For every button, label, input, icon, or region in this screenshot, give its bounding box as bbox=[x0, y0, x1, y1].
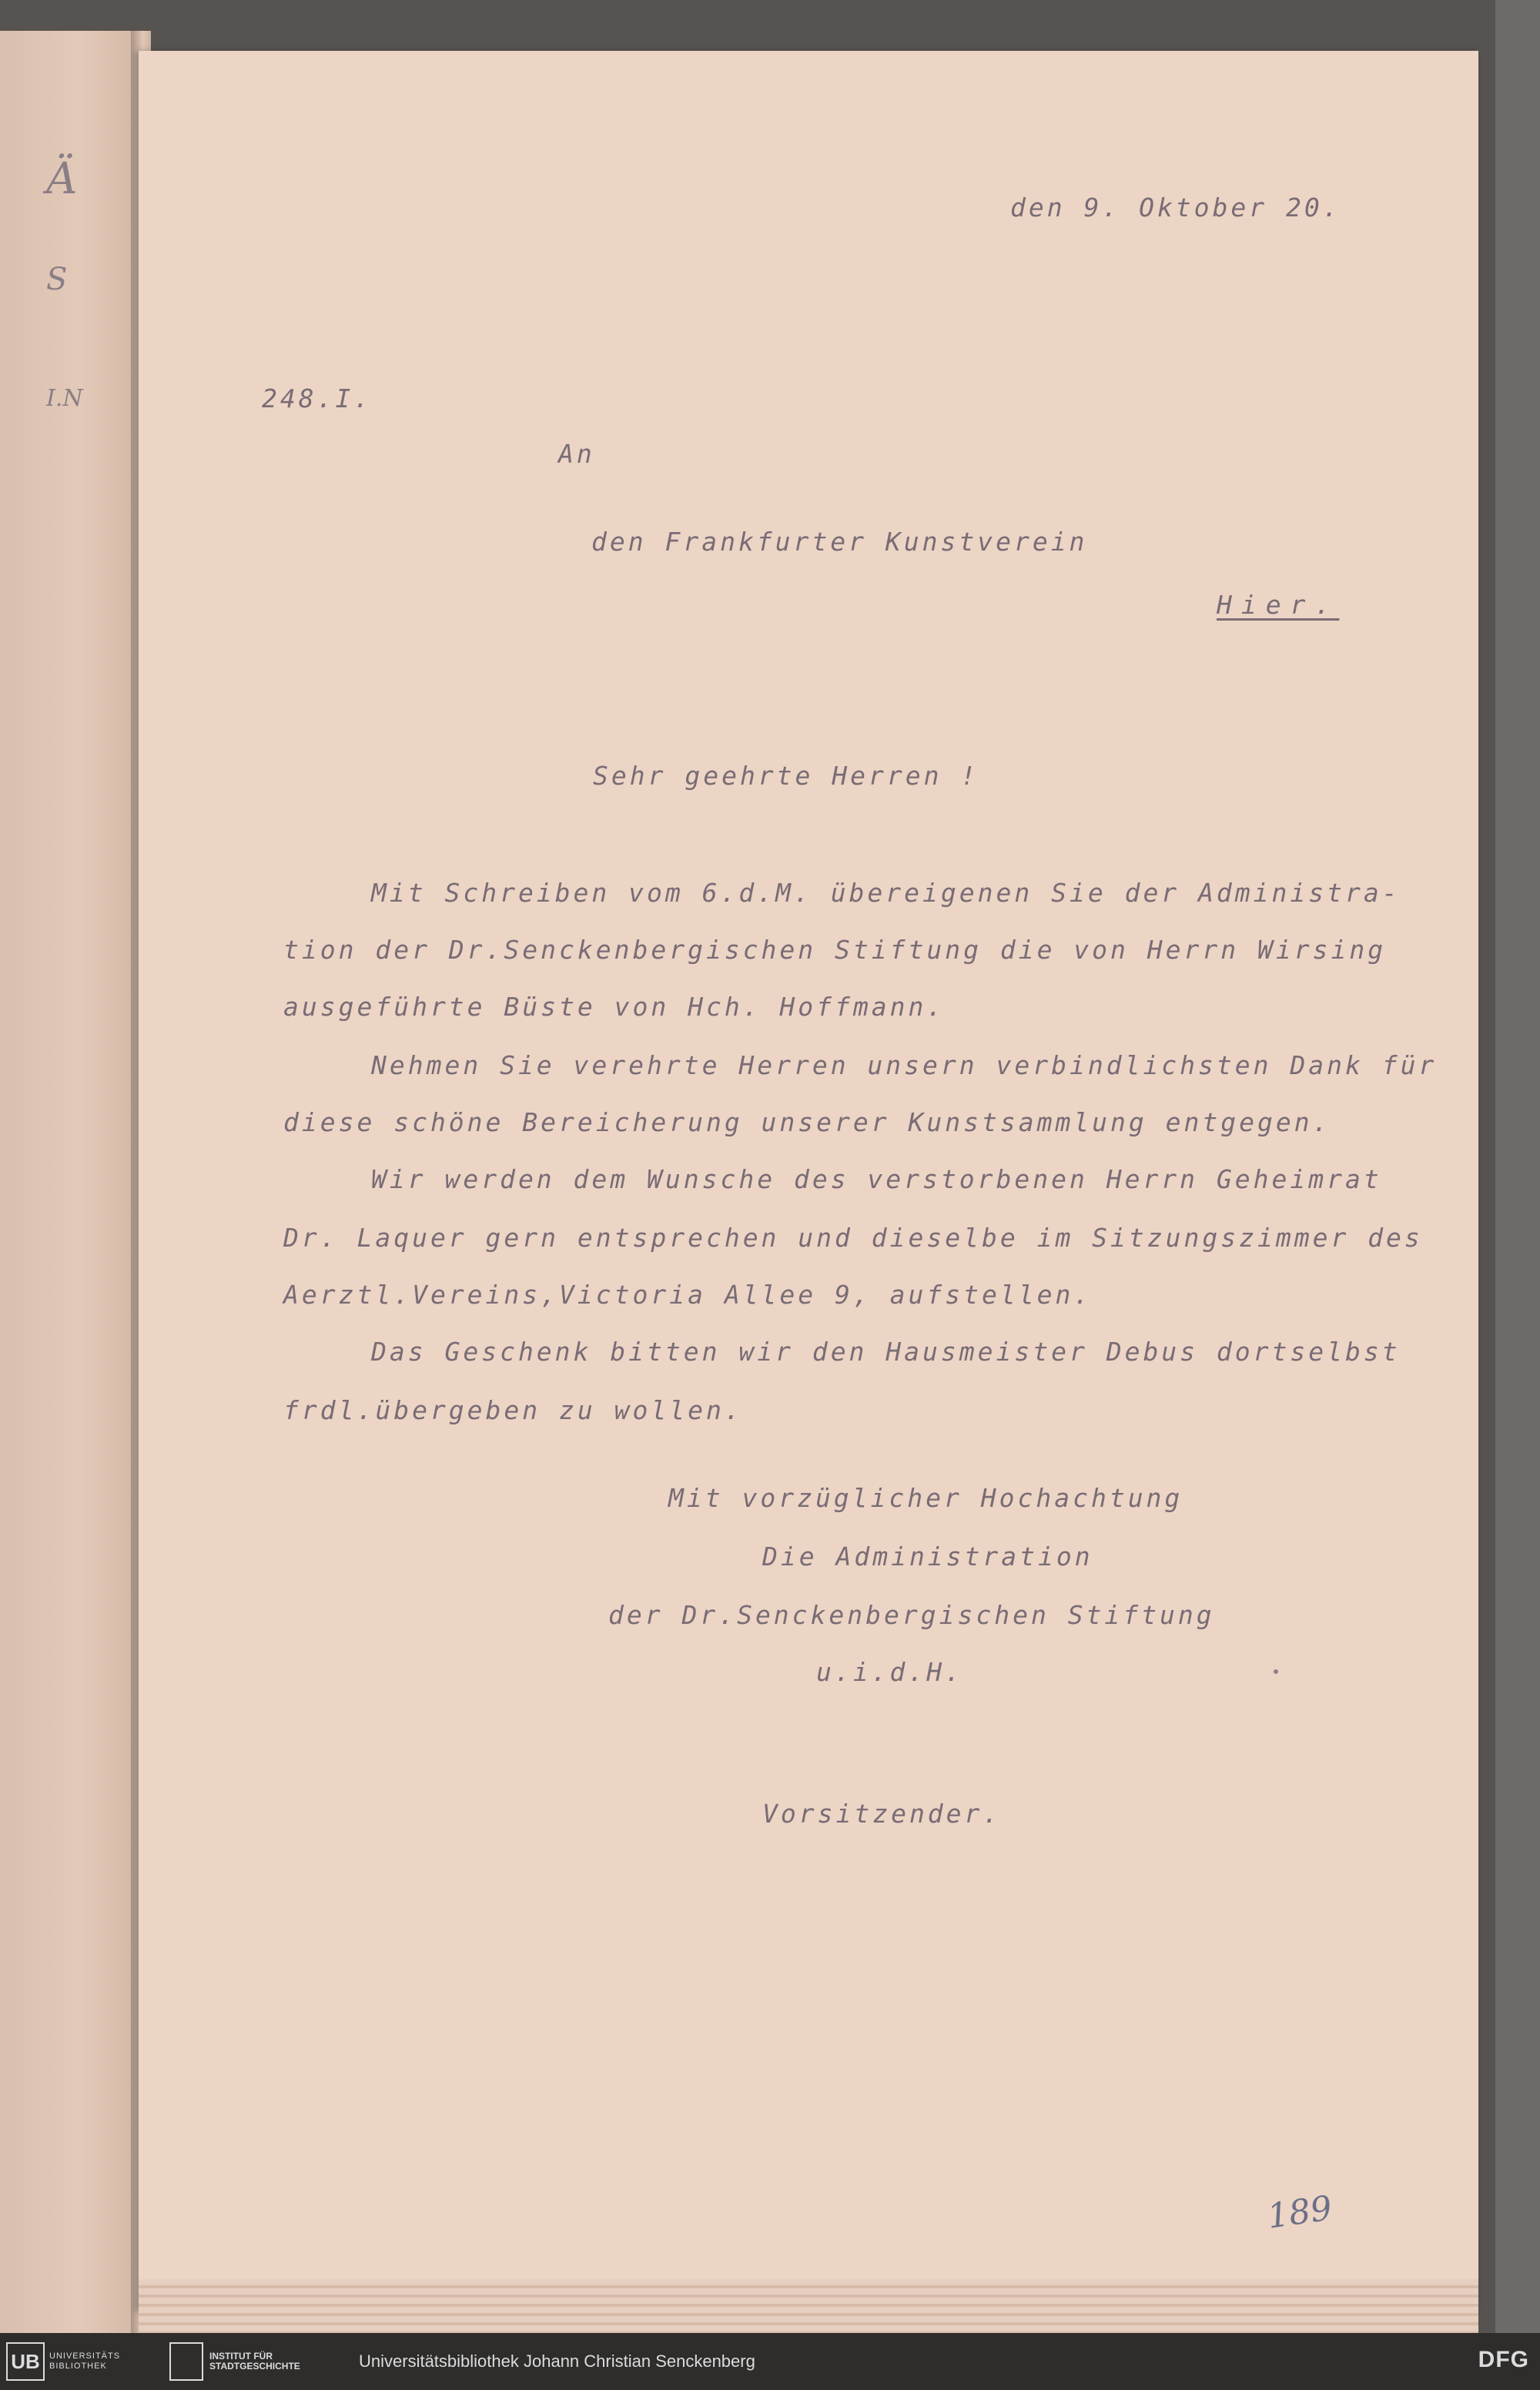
isg-logo[interactable] bbox=[169, 2342, 340, 2381]
previous-page-fragment: I.N bbox=[46, 385, 83, 412]
viewer-footer bbox=[0, 2333, 1540, 2390]
ub-logo-text: UNIVERSITÄTS BIBLIOTHEK bbox=[49, 2352, 121, 2371]
body-line: Mit Schreiben vom 6.d.M. übereigenen Sie der Administra- bbox=[371, 878, 1401, 908]
previous-page-fragment: S bbox=[46, 262, 68, 297]
body-line: Wir werden dem Wunsche des verstorbenen Herrn Geheimrat bbox=[371, 1164, 1382, 1194]
closing-line: Mit vorzüglicher Hochachtung bbox=[668, 1483, 1183, 1513]
previous-page-fragment: Ä bbox=[46, 154, 78, 204]
salutation: Sehr geehrte Herren ! bbox=[593, 761, 979, 791]
body-line: frdl.übergeben zu wollen. bbox=[283, 1395, 743, 1425]
isg-logo-icon bbox=[169, 2342, 203, 2381]
recipient: den Frankfurter Kunstverein bbox=[591, 527, 1088, 557]
dfg-logo[interactable]: DFG bbox=[1478, 2347, 1529, 2372]
handwritten-folio-number: 189 bbox=[1264, 2188, 1335, 2237]
body-line: Aerztl.Vereins,Victoria Allee 9, aufstellen. bbox=[283, 1280, 1093, 1310]
isg-logo-text: INSTITUT FÜR STADTGESCHICHTE bbox=[209, 2351, 300, 2372]
ub-logo-icon: UB bbox=[6, 2342, 45, 2381]
reference-number: 248.I. bbox=[262, 383, 373, 413]
body-line: Nehmen Sie verehrte Herren unsern verbindlichsten Dank für bbox=[371, 1050, 1438, 1080]
ub-logo[interactable] bbox=[6, 2342, 126, 2381]
closing-line: u.i.d.H. bbox=[816, 1657, 963, 1687]
library-name: Universitätsbibliothek Johann Christian Senckenberg bbox=[359, 2352, 755, 2371]
recipient-location: Hier. bbox=[1217, 590, 1340, 620]
address-prefix: An bbox=[558, 439, 595, 469]
body-line: Dr. Laquer gern entsprechen und dieselbe im Sitzungszimmer des bbox=[283, 1223, 1423, 1253]
body-line: tion der Dr.Senckenbergischen Stiftung die von Herrn Wirsing bbox=[283, 935, 1387, 965]
scan-background bbox=[1495, 0, 1540, 2333]
page-stack-edge bbox=[139, 2279, 1478, 2333]
closing-line: der Dr.Senckenbergischen Stiftung bbox=[608, 1600, 1215, 1630]
ink-speck bbox=[1274, 1669, 1278, 1674]
body-line: ausgeführte Büste von Hch. Hoffmann. bbox=[283, 992, 946, 1022]
letter-date: den 9. Oktober 20. bbox=[1010, 192, 1341, 223]
body-line: diese schöne Bereicherung unserer Kunstsammlung entgegen. bbox=[283, 1107, 1331, 1137]
body-line: Das Geschenk bitten wir den Hausmeister Debus dortselbst bbox=[371, 1337, 1401, 1367]
signature-title: Vorsitzender. bbox=[762, 1799, 1002, 1829]
closing-line: Die Administration bbox=[762, 1541, 1093, 1572]
previous-page bbox=[0, 31, 148, 2333]
